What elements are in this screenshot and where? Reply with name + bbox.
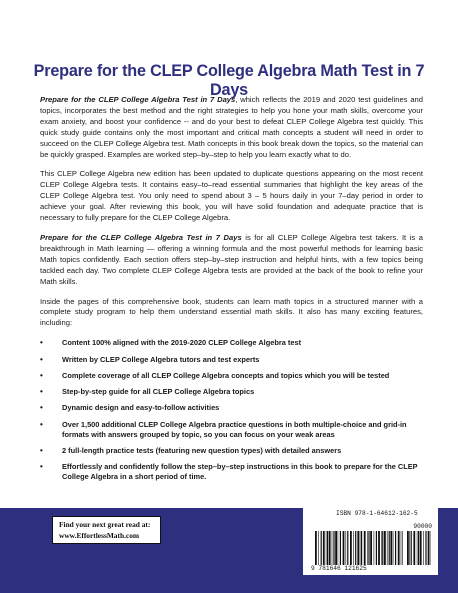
barcode-digits: 9 781646 121625 [311, 565, 367, 572]
feature-text: Step-by-step guide for all CLEP College Algebra topics [62, 387, 255, 397]
feature-item [40, 403, 423, 413]
paragraph-audience [40, 233, 423, 288]
paragraph-text: , which reflects the 2019 and 2020 test guidelines and topics, incorporates the best method and the right strategies to help you hone your math skills, overcome your exam anxiety, and boost your confidence -- and do your best to defeat CLEP College Algebra test quickly. This quick study guide contains only the most important and critical math concepts a student will need in order to succeed on the CLEP College Algebra test. Math concepts in this book break down the topics, so the material can be quickly grasped. Examples are worked step–by–step to help you learn exactly what to do. [40, 95, 423, 159]
feature-item [40, 420, 423, 440]
bullet-icon: • [40, 446, 43, 455]
bullet-icon: • [40, 354, 43, 364]
feature-item [40, 387, 423, 397]
paragraph-edition [40, 169, 423, 224]
description-body [40, 95, 423, 489]
feature-text: Complete coverage of all CLEP College Algebra concepts and topics which you will be tested [62, 370, 390, 380]
bullet-icon: • [40, 338, 43, 348]
barcode-bars [315, 531, 403, 565]
isbn-label: ISBN 978-1-64612-162-5 [336, 510, 418, 517]
bullet-icon: • [40, 387, 43, 397]
price-code: 90000 [413, 523, 432, 530]
paragraph-intro [40, 95, 423, 160]
page-title: Prepare for the CLEP College Algebra Math Test in 7 Days [33, 62, 425, 99]
promo-line: Find your next great read at: [59, 520, 151, 529]
feature-text: 2 full-length practice tests (featuring new question types) with detailed answers [62, 446, 342, 455]
feature-item [40, 338, 423, 348]
bullet-icon: • [40, 403, 43, 413]
feature-item [40, 355, 423, 365]
feature-text: Over 1,500 additional CLEP College Algebra practice questions in both multiple-choice and grid-in formats with answers grouped by topic, so you can focus on your weak areas [62, 419, 407, 439]
barcode [303, 507, 438, 575]
paragraph-text: Inside the pages of this comprehensive book, students can learn math topics in a structured manner with a complete study program to help them understand essential math skills. It also has many exciting features, including: [40, 296, 423, 328]
feature-text: Written by CLEP College Algebra tutors and test experts [62, 354, 260, 364]
feature-item [40, 462, 423, 482]
paragraph-lead: Prepare for the CLEP College Algebra Test in 7 Days [40, 232, 242, 242]
feature-list [40, 338, 423, 482]
feature-item [40, 446, 423, 456]
bullet-icon: • [40, 462, 43, 472]
feature-item [40, 371, 423, 381]
paragraph-text: is for all CLEP College Algebra test takers. It is a breakthrough in Math learning — offering a winning formula and the most powerful methods for learning basic Math topics confidently. Each section offers step–by–step instruction and helpful hints, with a few topics being tackled each day. Two complete CLEP College Algebra tests are provided at the back of the book to refine your Math skills. [40, 232, 423, 286]
paragraph-features-intro [40, 297, 423, 330]
bullet-icon: • [40, 419, 43, 429]
barcode-addon-bars [407, 531, 431, 565]
paragraph-text: This CLEP College Algebra new edition has been updated to duplicate questions appearing on the most recent CLEP College Algebra tests. It contains easy–to–read essential summaries that highlight the key areas of the CLEP College Algebra test. You only need to spend about 3 – 5 hours daily in your 7–day period in order to achieve your goal. After reviewing this book, you will have solid foundation and adequate practice that is necessary to fully prepare for the CLEP College Algebra. [40, 169, 423, 223]
feature-text: Dynamic design and easy-to-follow activities [62, 403, 220, 413]
paragraph-lead: Prepare for the CLEP College Algebra Test in 7 Days [40, 95, 236, 104]
promo-box [52, 516, 161, 544]
feature-text: Effortlessly and confidently follow the step–by–step instructions in this book to prepare for the CLEP College Algebra in a short period of time. [62, 462, 418, 482]
feature-text: Content 100% aligned with the 2019-2020 CLEP College Algebra test [62, 338, 302, 348]
promo-url: www.EffortlessMath.com [59, 530, 140, 540]
bullet-icon: • [40, 370, 43, 380]
